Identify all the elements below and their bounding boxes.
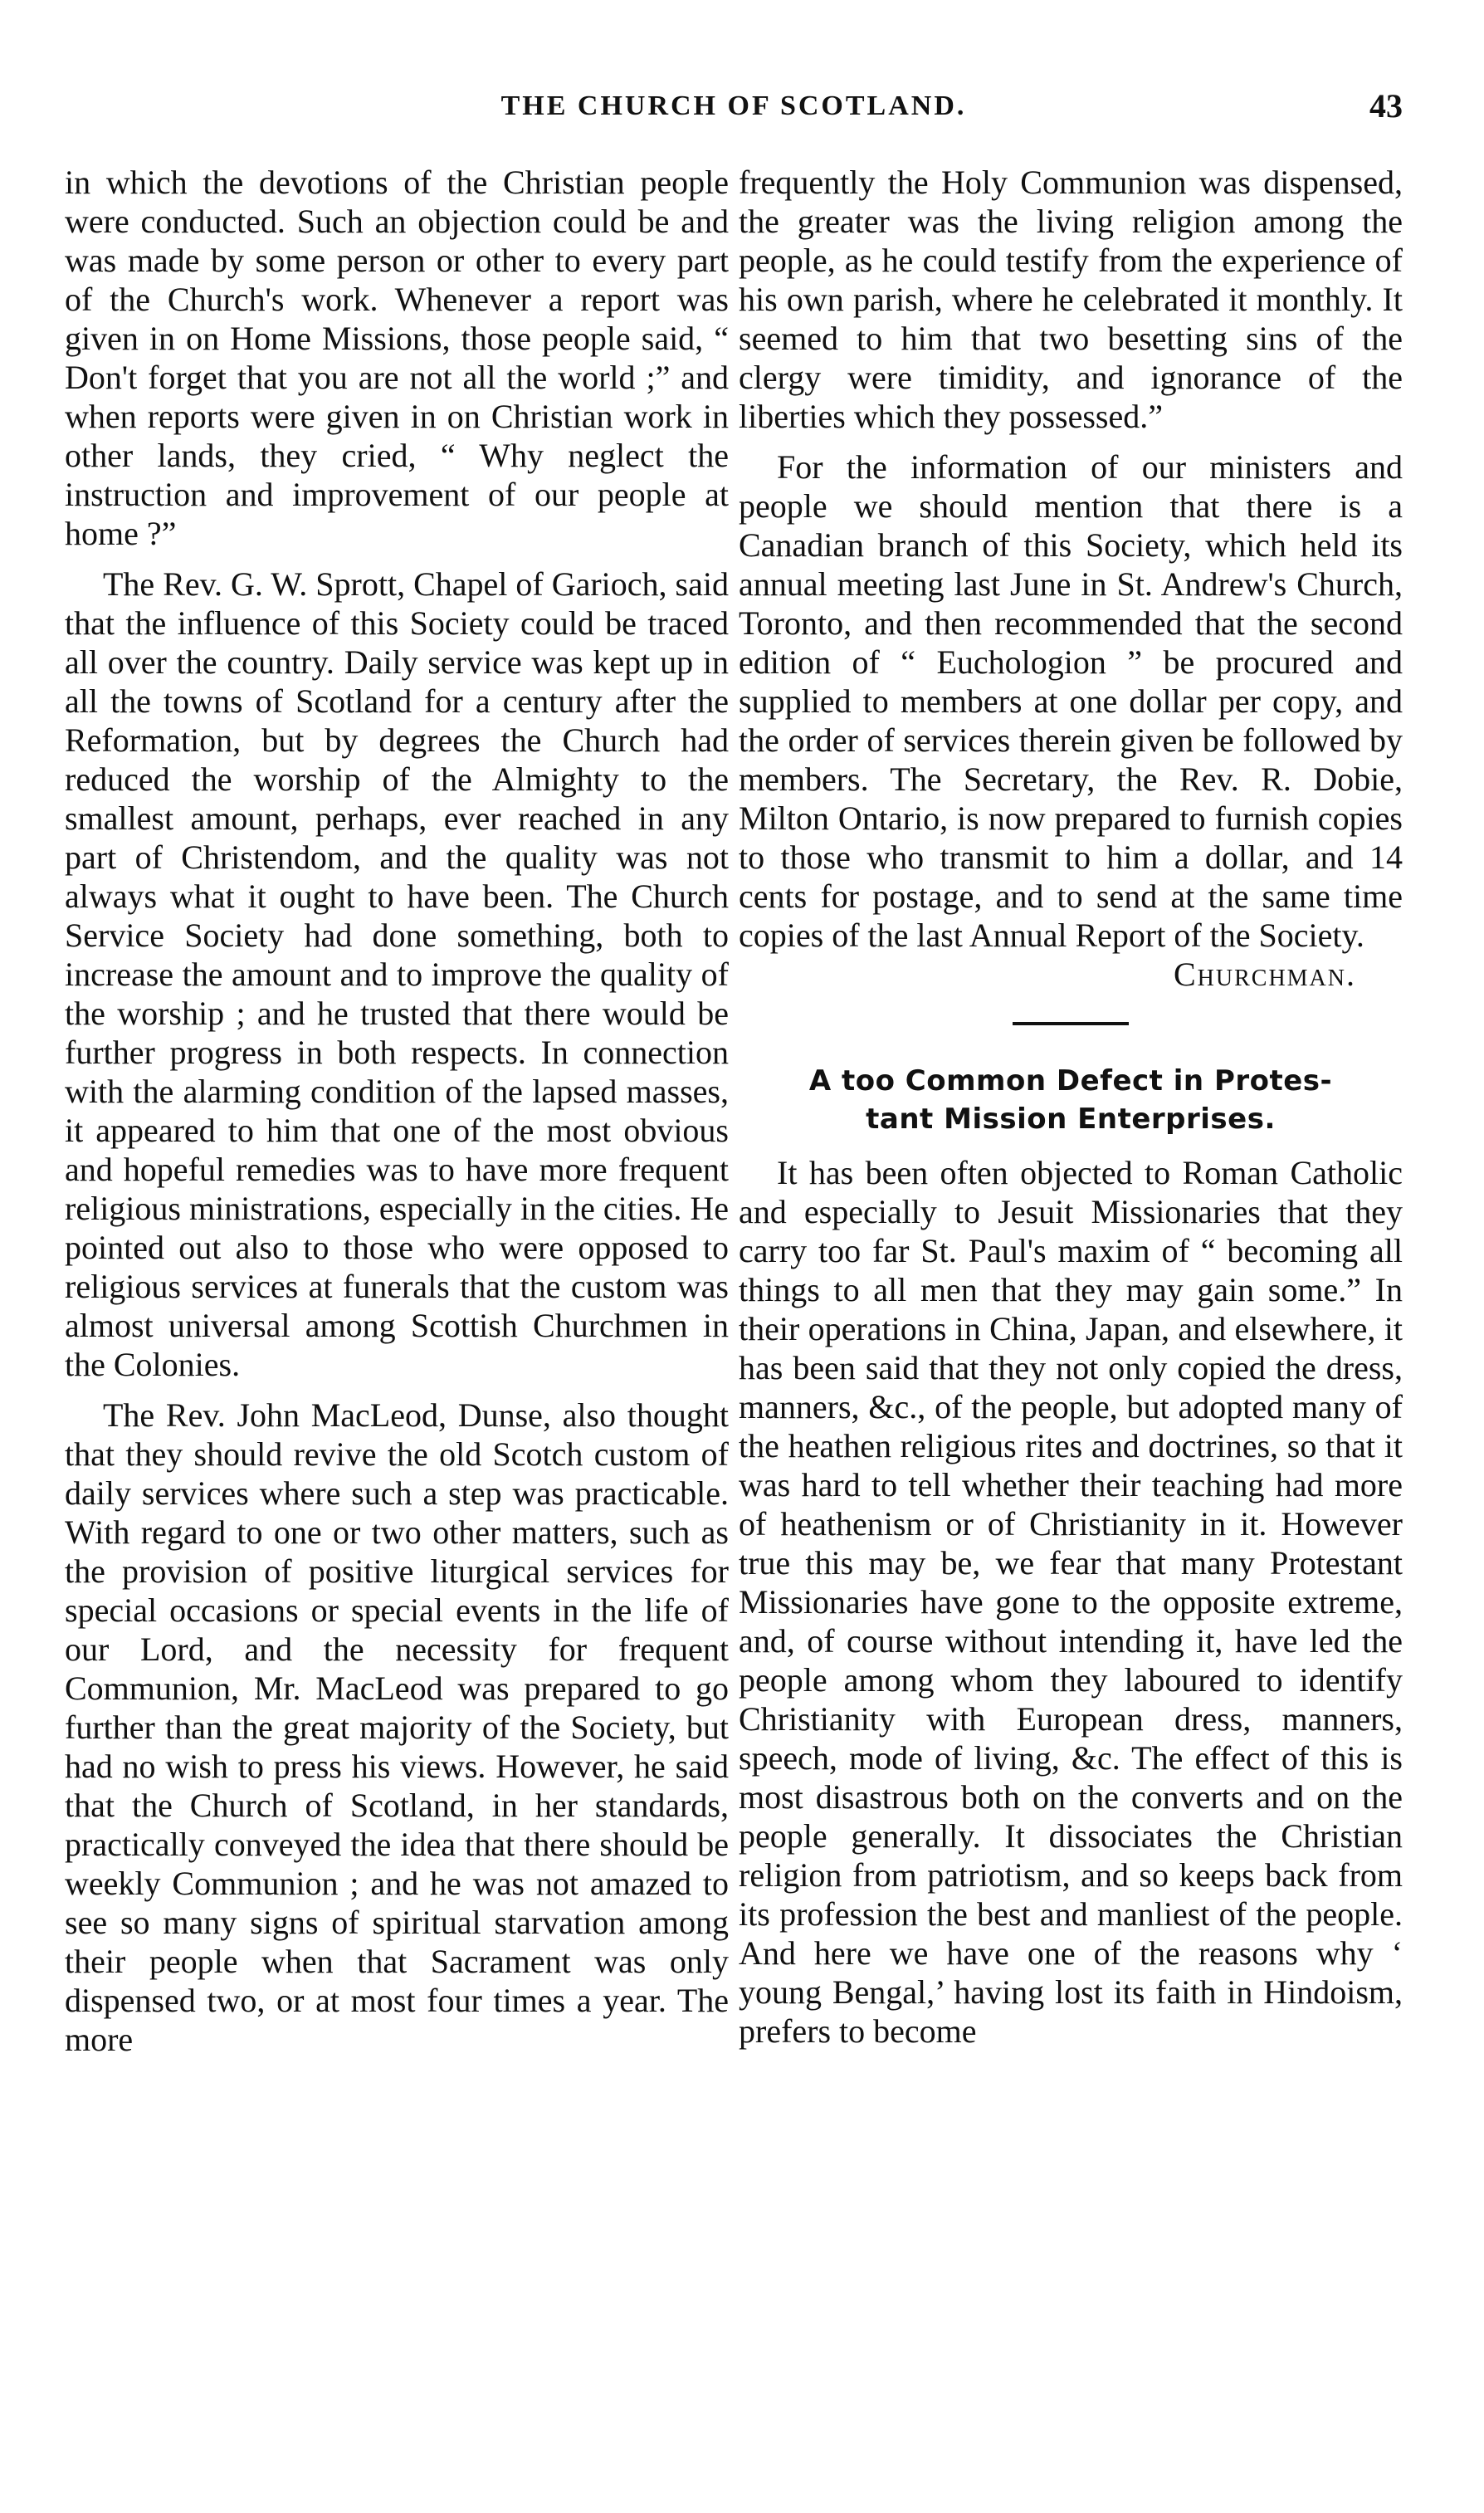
- right-paragraph-3: It has been often objected to Roman Catholic and especially to Jesuit Missionaries that they carry too far St. Paul's maxim of “ becoming all things to all men that they may gain some.” In their operations in China, Japan, and elsewhere, it has been said that they not only copied the dress, manners, &c., of the people, but adopted many of the heathen religious rites and doctrines, so that it was hard to tell whether their teaching had more of heathenism or of Christianity in it. However true this may be, we fear that many Protestant Missionaries have gone to the opposite extreme, and, of course without intending it, have led the people among whom they laboured to identify Christianity with European dress, manners, speech, mode of living, &c. The effect of this is most disastrous both on the converts and on the people generally. It dissociates the Christian religion from patriotism, and so keeps back from its profession the best and manliest of the people. And here we have one of the reasons why ‘ young Bengal,’ having lost its faith in Hindoism, prefers to become: [739, 1154, 1403, 2050]
- section-divider-rule: [1013, 1022, 1129, 1025]
- right-column: [739, 163, 1403, 2051]
- section-heading-line-2: tant Mission Enterprises.: [866, 1102, 1276, 1136]
- left-paragraph-3: The Rev. John MacLeod, Dunse, also thought that they should revive the old Scotch custom of daily services where such a step was practicable. With regard to one or two other matters, such as the provision of positive liturgical services for special occasions or special events in the life of our Lord, and the necessity for frequent Communion, Mr. MacLeod was prepared to go further than the great majority of the Society, but had no wish to press his views. However, he said that the Church of Scotland, in her standards, practically conveyed the idea that there should be weekly Communion ; and he was not amazed to see so many signs of spiritual starvation among their people when that Sacrament was only dispensed two, or at most four times a year. The more: [65, 1396, 729, 2058]
- page-number: 43: [1369, 87, 1403, 125]
- right-paragraph-1: frequently the Holy Communion was dispensed, the greater was the living religion among the people, as he could testify from the experience of his own parish, where he celebrated it monthly. It seemed to him that two besetting sins of the clergy were timidity, and ignorance of the liberties which they possessed.”: [739, 164, 1403, 435]
- right-paragraph-2: For the information of our ministers and people we should mention that there is a Canadian branch of this Society, which held its annual meeting last June in St. Andrew's Church, Toronto, and then recommended that the second edition of “ Euchologion ” be procured and supplied to members at one dollar per copy, and the order of services therein given be followed by members. The Secretary, the Rev. R. Dobie, Milton Ontario, is now prepared to furnish copies to those who transmit to him a dollar, and 14 cents for postage, and to send at the same time copies of the last Annual Report of the Society.: [739, 448, 1403, 954]
- running-head: [65, 83, 1403, 130]
- signature: Churchman.: [1173, 956, 1356, 993]
- section-heading: [739, 1062, 1403, 1138]
- running-title: THE CHURCH OF SCOTLAND.: [500, 90, 967, 121]
- left-paragraph-2: The Rev. G. W. Sprott, Chapel of Garioch, said that the influence of this Society could be traced all over the country. Daily service was kept up in all the towns of Scotland for a century after the Reformation, but by degrees the Church had reduced the worship of the Almighty to the smallest amount, perhaps, ever reached in any part of Christendom, and the quality was not always what it ought to have been. The Church Service Society had done something, both to increase the amount and to improve the quality of the worship ; and he trusted that there would be further progress in both respects. In connection with the alarming condition of the lapsed masses, it appeared to him that one of the most obvious and hopeful remedies was to have more frequent religious ministrations, especially in the cities. He pointed out also to those who were opposed to religious services at funerals that the custom was almost universal among Scottish Churchmen in the Colonies.: [65, 565, 729, 1383]
- section-heading-line-1: A too Common Defect in Protes-: [808, 1064, 1333, 1098]
- left-column: [65, 163, 729, 2059]
- left-paragraph-1: in which the devotions of the Christian people were conducted. Such an objection could be and was made by some person or other to every part of the Church's work. Whenever a report was given in on Home Missions, those people said, “ Don't forget that you are not all the world ;” and when reports were given in on Christian work in other lands, they cried, “ Why neglect the instruction and improvement of our people at home ?”: [65, 164, 729, 552]
